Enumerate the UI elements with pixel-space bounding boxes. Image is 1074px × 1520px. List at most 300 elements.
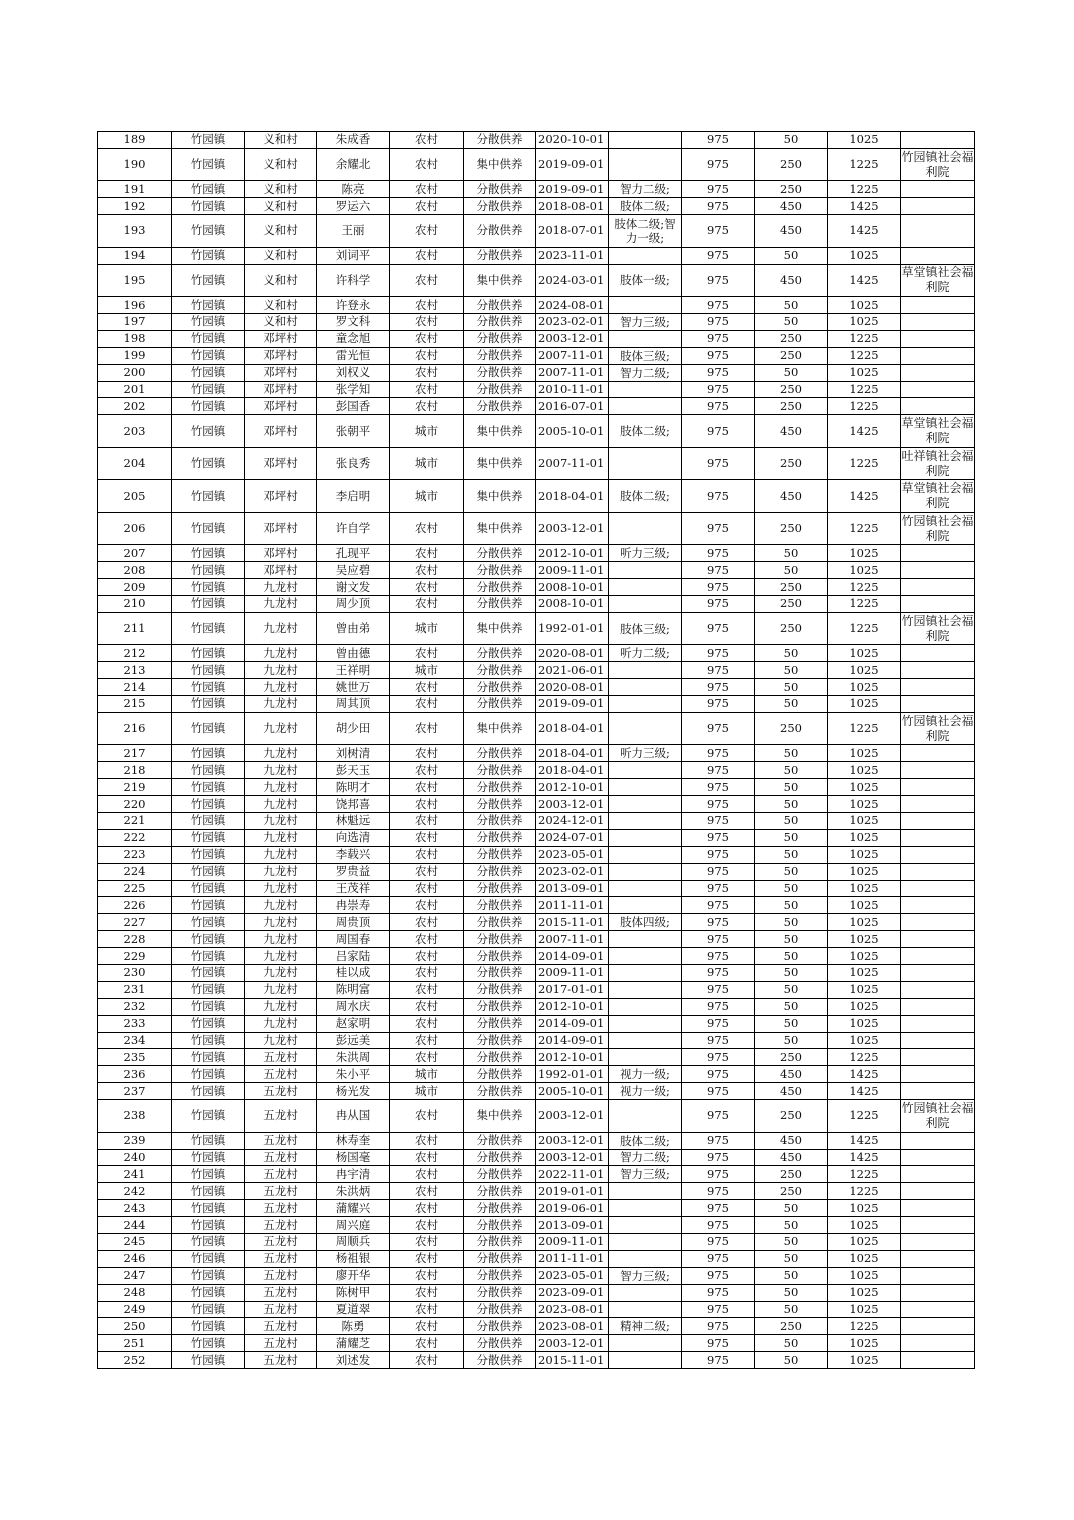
town-cell: 竹园镇 (172, 297, 245, 314)
total-amount-cell: 1025 (828, 897, 901, 914)
total-amount-cell: 1225 (828, 148, 901, 181)
household-type-cell: 农村 (390, 148, 464, 181)
start-date-cell: 2014-09-01 (536, 1015, 609, 1032)
row-number-cell: 194 (98, 247, 172, 264)
town-cell: 竹园镇 (172, 1083, 245, 1100)
person-name-cell: 陈明才 (317, 779, 390, 796)
institution-cell (901, 297, 975, 314)
town-cell: 竹园镇 (172, 1132, 245, 1149)
extra-amount-cell: 50 (755, 846, 828, 863)
total-amount-cell: 1225 (828, 447, 901, 480)
extra-amount-cell: 250 (755, 447, 828, 480)
base-amount-cell: 975 (682, 812, 755, 829)
household-type-cell: 农村 (390, 215, 464, 248)
row-number-cell: 221 (98, 812, 172, 829)
person-name-cell: 曾由弟 (317, 612, 390, 645)
total-amount-cell: 1025 (828, 313, 901, 330)
disability-note-cell (609, 1335, 682, 1352)
village-cell: 五龙村 (245, 1132, 317, 1149)
person-name-cell: 杨光发 (317, 1083, 390, 1100)
institution-cell (901, 215, 975, 248)
start-date-cell: 2020-08-01 (536, 645, 609, 662)
household-type-cell: 农村 (390, 1352, 464, 1369)
household-type-cell: 城市 (390, 662, 464, 679)
person-name-cell: 陈亮 (317, 181, 390, 198)
row-number-cell: 200 (98, 364, 172, 381)
base-amount-cell: 975 (682, 1301, 755, 1318)
support-type-cell: 分散供养 (464, 948, 536, 965)
row-number-cell: 202 (98, 398, 172, 415)
institution-cell (901, 1200, 975, 1217)
row-number-cell: 247 (98, 1267, 172, 1284)
person-name-cell: 姚世万 (317, 679, 390, 696)
row-number-cell: 250 (98, 1318, 172, 1335)
total-amount-cell: 1025 (828, 931, 901, 948)
total-amount-cell: 1025 (828, 965, 901, 982)
person-name-cell: 杨祖银 (317, 1250, 390, 1267)
household-type-cell: 农村 (390, 1267, 464, 1284)
household-type-cell: 农村 (390, 880, 464, 897)
town-cell: 竹园镇 (172, 762, 245, 779)
base-amount-cell: 975 (682, 415, 755, 448)
institution-cell (901, 863, 975, 880)
village-cell: 九龙村 (245, 948, 317, 965)
village-cell: 五龙村 (245, 1233, 317, 1250)
institution-cell (901, 181, 975, 198)
table-row (98, 1335, 975, 1352)
total-amount-cell: 1025 (828, 545, 901, 562)
support-type-cell: 分散供养 (464, 981, 536, 998)
row-number-cell: 234 (98, 1032, 172, 1049)
base-amount-cell: 975 (682, 1132, 755, 1149)
base-amount-cell: 975 (682, 132, 755, 149)
institution-cell (901, 880, 975, 897)
row-number-cell: 197 (98, 313, 172, 330)
disability-note-cell: 精神二级; (609, 1318, 682, 1335)
village-cell: 邓坪村 (245, 562, 317, 579)
extra-amount-cell: 50 (755, 931, 828, 948)
start-date-cell: 2011-11-01 (536, 1250, 609, 1267)
household-type-cell: 农村 (390, 562, 464, 579)
total-amount-cell: 1225 (828, 512, 901, 545)
start-date-cell: 2012-10-01 (536, 779, 609, 796)
extra-amount-cell: 50 (755, 1032, 828, 1049)
base-amount-cell: 975 (682, 1233, 755, 1250)
support-type-cell: 分散供养 (464, 1015, 536, 1032)
institution-cell: 草堂镇社会福利院 (901, 415, 975, 448)
base-amount-cell: 975 (682, 1217, 755, 1234)
person-name-cell: 刘权义 (317, 364, 390, 381)
institution-cell: 竹园镇社会福利院 (901, 512, 975, 545)
base-amount-cell: 975 (682, 1066, 755, 1083)
base-amount-cell: 975 (682, 931, 755, 948)
row-number-cell: 219 (98, 779, 172, 796)
extra-amount-cell: 450 (755, 264, 828, 297)
base-amount-cell: 975 (682, 696, 755, 713)
total-amount-cell: 1025 (828, 132, 901, 149)
person-name-cell: 胡少田 (317, 712, 390, 745)
person-name-cell: 孔现平 (317, 545, 390, 562)
start-date-cell: 2015-11-01 (536, 1352, 609, 1369)
table-row (98, 545, 975, 562)
start-date-cell: 2009-11-01 (536, 965, 609, 982)
town-cell: 竹园镇 (172, 1066, 245, 1083)
extra-amount-cell: 50 (755, 745, 828, 762)
disability-note-cell: 智力二级; (609, 1149, 682, 1166)
institution-cell (901, 545, 975, 562)
institution-cell (901, 679, 975, 696)
base-amount-cell: 975 (682, 796, 755, 813)
support-type-cell: 分散供养 (464, 1301, 536, 1318)
person-name-cell: 王祥明 (317, 662, 390, 679)
household-type-cell: 农村 (390, 779, 464, 796)
base-amount-cell: 975 (682, 447, 755, 480)
institution-cell: 竹园镇社会福利院 (901, 712, 975, 745)
start-date-cell: 2007-11-01 (536, 347, 609, 364)
disability-note-cell (609, 948, 682, 965)
household-type-cell: 农村 (390, 132, 464, 149)
table-row (98, 745, 975, 762)
disability-note-cell (609, 846, 682, 863)
village-cell: 义和村 (245, 215, 317, 248)
base-amount-cell: 975 (682, 545, 755, 562)
support-type-cell: 分散供养 (464, 998, 536, 1015)
extra-amount-cell: 50 (755, 812, 828, 829)
disability-note-cell (609, 132, 682, 149)
extra-amount-cell: 50 (755, 880, 828, 897)
extra-amount-cell: 250 (755, 595, 828, 612)
village-cell: 五龙村 (245, 1267, 317, 1284)
extra-amount-cell: 450 (755, 198, 828, 215)
village-cell: 九龙村 (245, 812, 317, 829)
household-type-cell: 农村 (390, 914, 464, 931)
start-date-cell: 2019-09-01 (536, 696, 609, 713)
village-cell: 邓坪村 (245, 364, 317, 381)
town-cell: 竹园镇 (172, 347, 245, 364)
household-type-cell: 农村 (390, 595, 464, 612)
row-number-cell: 193 (98, 215, 172, 248)
institution-cell: 竹园镇社会福利院 (901, 612, 975, 645)
extra-amount-cell: 50 (755, 562, 828, 579)
extra-amount-cell: 50 (755, 981, 828, 998)
support-type-cell: 分散供养 (464, 330, 536, 347)
household-type-cell: 农村 (390, 696, 464, 713)
person-name-cell: 向选清 (317, 829, 390, 846)
person-name-cell: 蒲耀兴 (317, 1200, 390, 1217)
disability-note-cell (609, 880, 682, 897)
town-cell: 竹园镇 (172, 1284, 245, 1301)
extra-amount-cell: 50 (755, 762, 828, 779)
total-amount-cell: 1025 (828, 1015, 901, 1032)
extra-amount-cell: 250 (755, 579, 828, 596)
person-name-cell: 周国春 (317, 931, 390, 948)
support-type-cell: 分散供养 (464, 297, 536, 314)
household-type-cell: 农村 (390, 863, 464, 880)
extra-amount-cell: 250 (755, 712, 828, 745)
base-amount-cell: 975 (682, 645, 755, 662)
village-cell: 九龙村 (245, 880, 317, 897)
row-number-cell: 211 (98, 612, 172, 645)
support-type-cell: 分散供养 (464, 398, 536, 415)
support-type-cell: 分散供养 (464, 897, 536, 914)
extra-amount-cell: 50 (755, 247, 828, 264)
institution-cell (901, 914, 975, 931)
disability-note-cell (609, 779, 682, 796)
support-type-cell: 分散供养 (464, 247, 536, 264)
table-row (98, 512, 975, 545)
extra-amount-cell: 50 (755, 796, 828, 813)
household-type-cell: 农村 (390, 1015, 464, 1032)
table-row (98, 812, 975, 829)
institution-cell (901, 313, 975, 330)
row-number-cell: 236 (98, 1066, 172, 1083)
town-cell: 竹园镇 (172, 981, 245, 998)
town-cell: 竹园镇 (172, 1166, 245, 1183)
support-type-cell: 分散供养 (464, 931, 536, 948)
town-cell: 竹园镇 (172, 447, 245, 480)
household-type-cell: 农村 (390, 762, 464, 779)
village-cell: 九龙村 (245, 1015, 317, 1032)
start-date-cell: 2023-05-01 (536, 846, 609, 863)
total-amount-cell: 1425 (828, 480, 901, 513)
start-date-cell: 2019-09-01 (536, 181, 609, 198)
support-type-cell: 分散供养 (464, 364, 536, 381)
table-row (98, 1318, 975, 1335)
village-cell: 九龙村 (245, 965, 317, 982)
row-number-cell: 198 (98, 330, 172, 347)
disability-note-cell (609, 512, 682, 545)
start-date-cell: 2018-08-01 (536, 198, 609, 215)
village-cell: 义和村 (245, 181, 317, 198)
village-cell: 五龙村 (245, 1083, 317, 1100)
base-amount-cell: 975 (682, 595, 755, 612)
town-cell: 竹园镇 (172, 931, 245, 948)
base-amount-cell: 975 (682, 829, 755, 846)
table-row (98, 712, 975, 745)
total-amount-cell: 1425 (828, 1083, 901, 1100)
village-cell: 五龙村 (245, 1166, 317, 1183)
support-type-cell: 分散供养 (464, 1049, 536, 1066)
person-name-cell: 童念旭 (317, 330, 390, 347)
household-type-cell: 农村 (390, 512, 464, 545)
town-cell: 竹园镇 (172, 215, 245, 248)
total-amount-cell: 1025 (828, 998, 901, 1015)
household-type-cell: 农村 (390, 364, 464, 381)
person-name-cell: 桂以成 (317, 965, 390, 982)
town-cell: 竹园镇 (172, 480, 245, 513)
base-amount-cell: 975 (682, 480, 755, 513)
support-type-cell: 分散供养 (464, 679, 536, 696)
household-type-cell: 农村 (390, 1335, 464, 1352)
extra-amount-cell: 250 (755, 148, 828, 181)
extra-amount-cell: 250 (755, 330, 828, 347)
disability-note-cell: 肢体四级; (609, 914, 682, 931)
extra-amount-cell: 50 (755, 313, 828, 330)
total-amount-cell: 1025 (828, 562, 901, 579)
person-name-cell: 李载兴 (317, 846, 390, 863)
table-row (98, 313, 975, 330)
row-number-cell: 226 (98, 897, 172, 914)
start-date-cell: 1992-01-01 (536, 1066, 609, 1083)
institution-cell (901, 1217, 975, 1234)
town-cell: 竹园镇 (172, 313, 245, 330)
household-type-cell: 农村 (390, 1233, 464, 1250)
village-cell: 五龙村 (245, 1217, 317, 1234)
disability-note-cell: 肢体二级; (609, 415, 682, 448)
support-type-cell: 分散供养 (464, 198, 536, 215)
total-amount-cell: 1225 (828, 1166, 901, 1183)
base-amount-cell: 975 (682, 1049, 755, 1066)
disability-note-cell (609, 812, 682, 829)
start-date-cell: 2024-03-01 (536, 264, 609, 297)
base-amount-cell: 975 (682, 863, 755, 880)
total-amount-cell: 1025 (828, 981, 901, 998)
disability-note-cell (609, 1284, 682, 1301)
total-amount-cell: 1225 (828, 1183, 901, 1200)
base-amount-cell: 975 (682, 1267, 755, 1284)
support-type-cell: 分散供养 (464, 1352, 536, 1369)
support-type-cell: 分散供养 (464, 347, 536, 364)
support-type-cell: 分散供养 (464, 1318, 536, 1335)
institution-cell (901, 1032, 975, 1049)
town-cell: 竹园镇 (172, 948, 245, 965)
disability-note-cell (609, 398, 682, 415)
extra-amount-cell: 50 (755, 863, 828, 880)
village-cell: 九龙村 (245, 595, 317, 612)
household-type-cell: 农村 (390, 1217, 464, 1234)
table-row (98, 330, 975, 347)
extra-amount-cell: 50 (755, 1233, 828, 1250)
support-type-cell: 分散供养 (464, 1066, 536, 1083)
town-cell: 竹园镇 (172, 612, 245, 645)
base-amount-cell: 975 (682, 679, 755, 696)
start-date-cell: 2003-12-01 (536, 1100, 609, 1133)
disability-note-cell: 听力三级; (609, 745, 682, 762)
household-type-cell: 农村 (390, 381, 464, 398)
extra-amount-cell: 50 (755, 679, 828, 696)
total-amount-cell: 1225 (828, 612, 901, 645)
town-cell: 竹园镇 (172, 1301, 245, 1318)
disability-note-cell: 肢体一级; (609, 264, 682, 297)
total-amount-cell: 1425 (828, 1066, 901, 1083)
person-name-cell: 谢文发 (317, 579, 390, 596)
institution-cell (901, 347, 975, 364)
institution-cell (901, 1066, 975, 1083)
extra-amount-cell: 250 (755, 1049, 828, 1066)
row-number-cell: 233 (98, 1015, 172, 1032)
town-cell: 竹园镇 (172, 330, 245, 347)
village-cell: 九龙村 (245, 897, 317, 914)
disability-note-cell (609, 1049, 682, 1066)
total-amount-cell: 1025 (828, 948, 901, 965)
table-row (98, 1267, 975, 1284)
household-type-cell: 农村 (390, 1183, 464, 1200)
table-row (98, 381, 975, 398)
table-row (98, 1301, 975, 1318)
institution-cell (901, 965, 975, 982)
start-date-cell: 2012-10-01 (536, 998, 609, 1015)
person-name-cell: 曾由德 (317, 645, 390, 662)
start-date-cell: 2023-02-01 (536, 313, 609, 330)
base-amount-cell: 975 (682, 1183, 755, 1200)
disability-note-cell: 视力一级; (609, 1083, 682, 1100)
village-cell: 九龙村 (245, 612, 317, 645)
town-cell: 竹园镇 (172, 696, 245, 713)
disability-note-cell: 肢体二级; (609, 198, 682, 215)
support-type-cell: 分散供养 (464, 829, 536, 846)
table-row (98, 181, 975, 198)
start-date-cell: 2024-12-01 (536, 812, 609, 829)
institution-cell (901, 1083, 975, 1100)
base-amount-cell: 975 (682, 948, 755, 965)
town-cell: 竹园镇 (172, 846, 245, 863)
disability-note-cell (609, 1250, 682, 1267)
table-row (98, 931, 975, 948)
village-cell: 九龙村 (245, 662, 317, 679)
table-body (98, 132, 975, 1369)
table-row (98, 1284, 975, 1301)
table-row (98, 1233, 975, 1250)
base-amount-cell: 975 (682, 1149, 755, 1166)
base-amount-cell: 975 (682, 562, 755, 579)
extra-amount-cell: 50 (755, 948, 828, 965)
start-date-cell: 2024-07-01 (536, 829, 609, 846)
row-number-cell: 212 (98, 645, 172, 662)
household-type-cell: 农村 (390, 897, 464, 914)
total-amount-cell: 1225 (828, 330, 901, 347)
person-name-cell: 许科学 (317, 264, 390, 297)
table-row (98, 981, 975, 998)
table-row (98, 579, 975, 596)
table-row (98, 1166, 975, 1183)
village-cell: 五龙村 (245, 1352, 317, 1369)
person-name-cell: 彭国香 (317, 398, 390, 415)
village-cell: 九龙村 (245, 645, 317, 662)
total-amount-cell: 1225 (828, 712, 901, 745)
extra-amount-cell: 50 (755, 1217, 828, 1234)
institution-cell (901, 1267, 975, 1284)
village-cell: 义和村 (245, 297, 317, 314)
village-cell: 邓坪村 (245, 398, 317, 415)
institution-cell (901, 981, 975, 998)
extra-amount-cell: 450 (755, 1083, 828, 1100)
extra-amount-cell: 50 (755, 1267, 828, 1284)
institution-cell (901, 132, 975, 149)
person-name-cell: 刘词平 (317, 247, 390, 264)
institution-cell (901, 948, 975, 965)
table-row (98, 1183, 975, 1200)
support-type-cell: 分散供养 (464, 381, 536, 398)
disability-note-cell (609, 1352, 682, 1369)
extra-amount-cell: 250 (755, 512, 828, 545)
village-cell: 义和村 (245, 148, 317, 181)
village-cell: 九龙村 (245, 679, 317, 696)
household-type-cell: 农村 (390, 579, 464, 596)
disability-note-cell: 智力二级; (609, 364, 682, 381)
table-row (98, 1066, 975, 1083)
person-name-cell: 廖开华 (317, 1267, 390, 1284)
extra-amount-cell: 50 (755, 645, 828, 662)
table-row (98, 132, 975, 149)
table-row (98, 998, 975, 1015)
support-type-cell: 分散供养 (464, 762, 536, 779)
extra-amount-cell: 50 (755, 297, 828, 314)
total-amount-cell: 1025 (828, 1284, 901, 1301)
support-type-cell: 集中供养 (464, 1100, 536, 1133)
town-cell: 竹园镇 (172, 965, 245, 982)
support-type-cell: 分散供养 (464, 662, 536, 679)
total-amount-cell: 1225 (828, 347, 901, 364)
